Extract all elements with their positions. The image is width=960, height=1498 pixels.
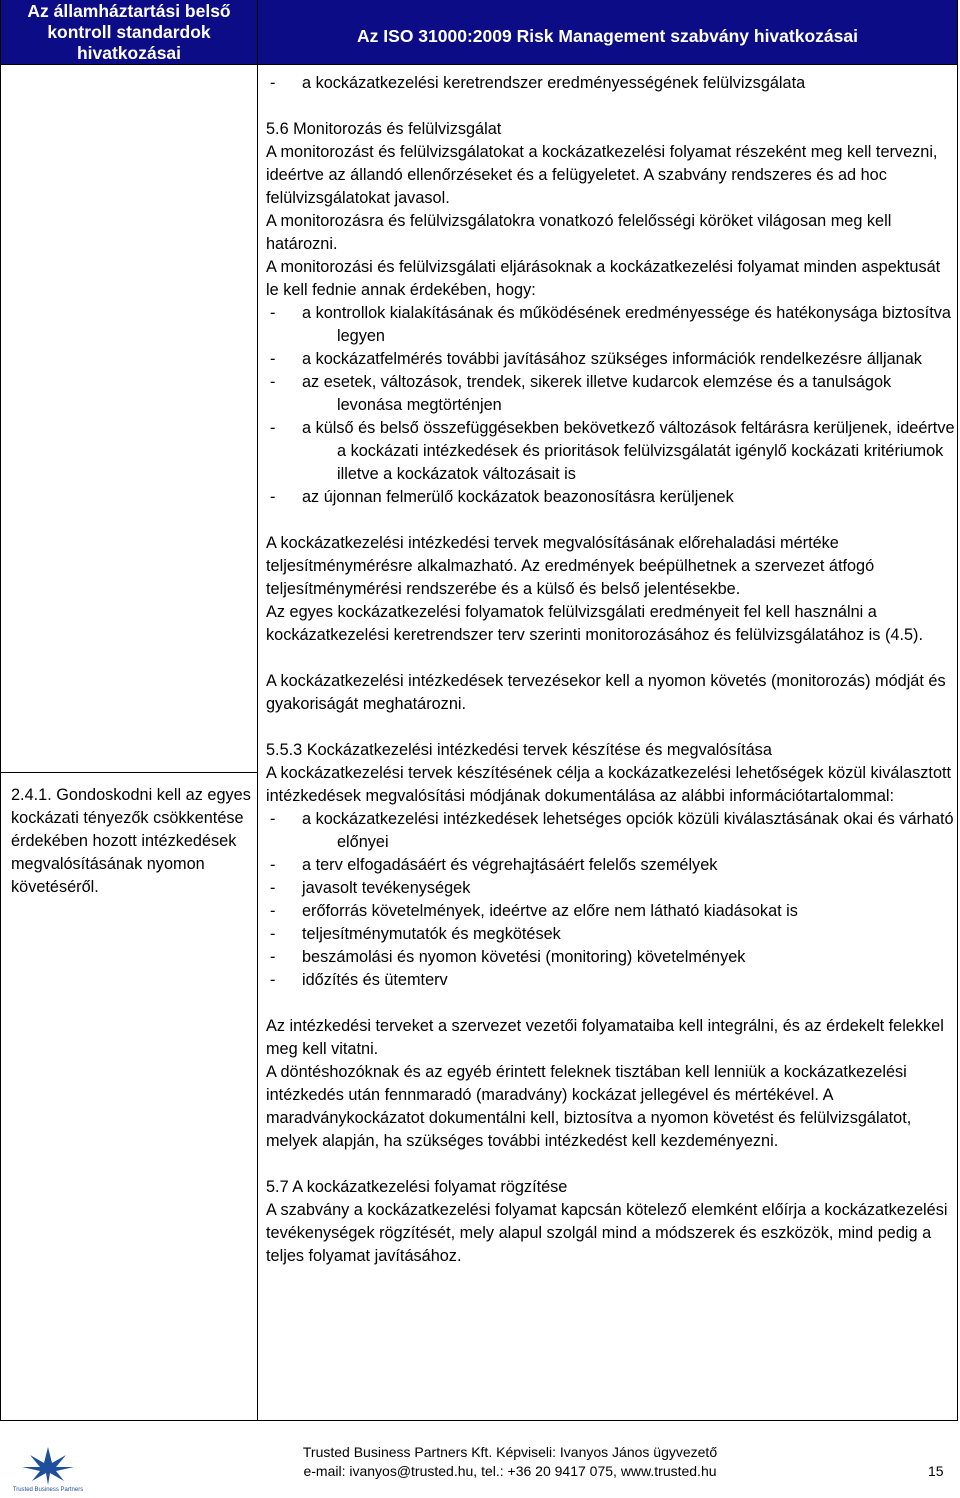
right-column-header: Az ISO 31000:2009 Risk Management szabvány hivatkozásai	[258, 0, 957, 64]
list-item-text: teljesítménymutatók és megkötések	[302, 925, 561, 943]
list-item-text: javasolt tevékenységek	[302, 879, 471, 897]
section-5-7-paragraph-1: A szabvány a kockázatkezelési folyamat kapcsán kötelező elemként előírja a kockázatkezelési tevékenységek rögzítését, mely alapul szolgál mind a módszerek és eszközök, mind pedig a teljes folyamat javításához.	[266, 1201, 948, 1265]
list-item	[266, 923, 956, 946]
page-footer	[0, 1421, 960, 1498]
section-5-6-paragraph-2: A monitorozásra és felülvizsgálatokra vonatkozó felelősségi köröket világosan meg kell határozni.	[266, 212, 892, 253]
list-item	[266, 417, 956, 486]
list-item	[266, 877, 956, 900]
footer-line-2: e-mail: ivanyos@trusted.hu, tel.: +36 20 9417 075, www.trusted.hu	[303, 1463, 717, 1479]
left-header-line-1: Az államháztartási belső	[27, 1, 231, 21]
list-item-text: az esetek, változások, trendek, sikerek illetve kudarcok elemzése és a tanulságok levonása megtörténjen	[302, 373, 892, 414]
row-divider	[0, 772, 258, 773]
footer-line-1: Trusted Business Partners Kft. Képviseli: Ivanyos János ügyvezető	[302, 1444, 718, 1460]
list-dash: -	[270, 856, 276, 874]
column-divider	[257, 0, 258, 1421]
list-dash: -	[270, 74, 276, 92]
header-divider	[0, 64, 958, 65]
section-5-5-3-paragraph-2: Az intézkedési terveket a szervezet vezetői folyamataiba kell integrálni, és az érdekelt felekkel meg kell vitatni.	[266, 1017, 944, 1058]
left-header-line-2: kontroll standardok	[47, 22, 211, 42]
list-dash: -	[270, 971, 276, 989]
list-item-text: beszámolási és nyomon követési (monitoring) követelmények	[302, 948, 746, 966]
list-dash: -	[270, 925, 276, 943]
footer-text	[250, 1443, 770, 1481]
list-dash: -	[270, 350, 276, 368]
list-dash: -	[270, 304, 276, 322]
list-item-text: a kockázatfelmérés további javításához szükséges információk rendelkezésre álljanak	[302, 350, 922, 368]
trusted-business-partners-logo	[8, 1445, 88, 1493]
list-item-text: a kockázatkezelési keretrendszer eredményességének felülvizsgálata	[302, 74, 806, 92]
page-number: 15	[928, 1463, 944, 1479]
section-5-5-3-paragraph-3: A döntéshozóknak és az egyéb érintett feleknek tisztában kell lenniük a kockázatkezelési intézkedés után fennmaradó (maradvány) kockázat jellegével és mértékével. A maradványkockázatot dokumentálni kell, biztosítva a nyomon követést és felülvizsgálatot, melyek alapján, ha szükséges további intézkedést kell kezdeményezni.	[266, 1063, 912, 1150]
list-dash: -	[270, 902, 276, 920]
section-5-7-title: 5.7 A kockázatkezelési folyamat rögzítése	[266, 1178, 568, 1196]
list-item	[266, 854, 956, 877]
section-5-6-title: 5.6 Monitorozás és felülvizsgálat	[266, 120, 502, 138]
list-item	[266, 302, 956, 348]
list-item-text: időzítés és ütemterv	[302, 971, 448, 989]
list-item-text: a kockázatkezelési intézkedések lehetséges opciók közüli kiválasztásának okai és várható előnyei	[302, 810, 954, 851]
section-5-5-3-paragraph-1: A kockázatkezelési tervek készítésének célja a kockázatkezelési lehetőségek közül kiválasztott intézkedések megvalósítási módjának dokumentálása az alábbi információtartalommal:	[266, 764, 952, 805]
left-column-item: 2.4.1. Gondoskodni kell az egyes kockázati tényezők csökkentése érdekében hozott intézkedések megvalósításának nyomon követéséről.	[11, 786, 251, 896]
section-5-5-3-title: 5.5.3 Kockázatkezelési intézkedési tervek készítése és megvalósítása	[266, 741, 772, 759]
list-dash: -	[270, 373, 276, 391]
list-dash: -	[270, 419, 276, 437]
section-5-6-paragraph-1: A monitorozást és felülvizsgálatokat a kockázatkezelési folyamat részeként meg kell tervezni, ideértve az állandó ellenőrzéseket és a felügyeletet. A szabvány rendszeres és ad hoc felülvizsgálatokat javasol.	[266, 143, 938, 207]
list-item-text: a kontrollok kialakításának és működésének eredményessége és hatékonysága biztosítva legyen	[302, 304, 951, 345]
list-item-text: az újonnan felmerülő kockázatok beazonosításra kerüljenek	[302, 488, 734, 506]
list-item	[266, 808, 956, 854]
list-item	[266, 72, 956, 95]
section-5-6-paragraph-3: A monitorozási és felülvizsgálati eljárásoknak a kockázatkezelési folyamat minden aspektusát le kell fednie annak érdekében, hogy:	[266, 258, 941, 299]
list-item-text: a külső és belső összefüggésekben bekövetkező változások feltárásra kerüljenek, ideértve a kockázati intézkedések és prioritások felülvizsgálatát igénylő kockázati kritériumok illetve a kockázatok változásait is	[302, 419, 955, 483]
list-dash: -	[270, 488, 276, 506]
list-item	[266, 969, 956, 992]
section-5-6-paragraph-4: A kockázatkezelési intézkedési tervek megvalósításának előrehaladási mértéke teljesítménymérésre alkalmazható. Az eredmények beépülhetnek a szervezet átfogó teljesítménymérési rendszerébe és a külső és belső jelentésekbe.	[266, 534, 875, 598]
left-column-header	[1, 0, 257, 64]
row2-paragraph-1: A kockázatkezelési intézkedések tervezésekor kell a nyomon követés (monitorozás) módját és gyakoriságát meghatározni.	[266, 672, 946, 713]
list-item-text: erőforrás követelmények, ideértve az előre nem látható kiadásokat is	[302, 902, 798, 920]
list-dash: -	[270, 810, 276, 828]
list-item	[266, 371, 956, 417]
list-item	[266, 900, 956, 923]
list-item	[266, 946, 956, 969]
left-header-line-3: hivatkozásai	[76, 43, 182, 63]
right-column-content	[266, 72, 956, 1268]
list-item	[266, 348, 956, 371]
section-5-6-paragraph-5: Az egyes kockázatkezelési folyamatok felülvizsgálati eredményeit fel kell használni a kockázatkezelési keretrendszer terv szerinti monitorozásához és felülvizsgálatához is (4.5).	[266, 603, 923, 644]
list-item	[266, 486, 956, 509]
list-dash: -	[270, 948, 276, 966]
list-dash: -	[270, 879, 276, 897]
svg-text:Trusted Business Partners: Trusted Business Partners	[12, 1487, 84, 1493]
list-item-text: a terv elfogadásáért és végrehajtásáért felelős személyek	[302, 856, 718, 874]
